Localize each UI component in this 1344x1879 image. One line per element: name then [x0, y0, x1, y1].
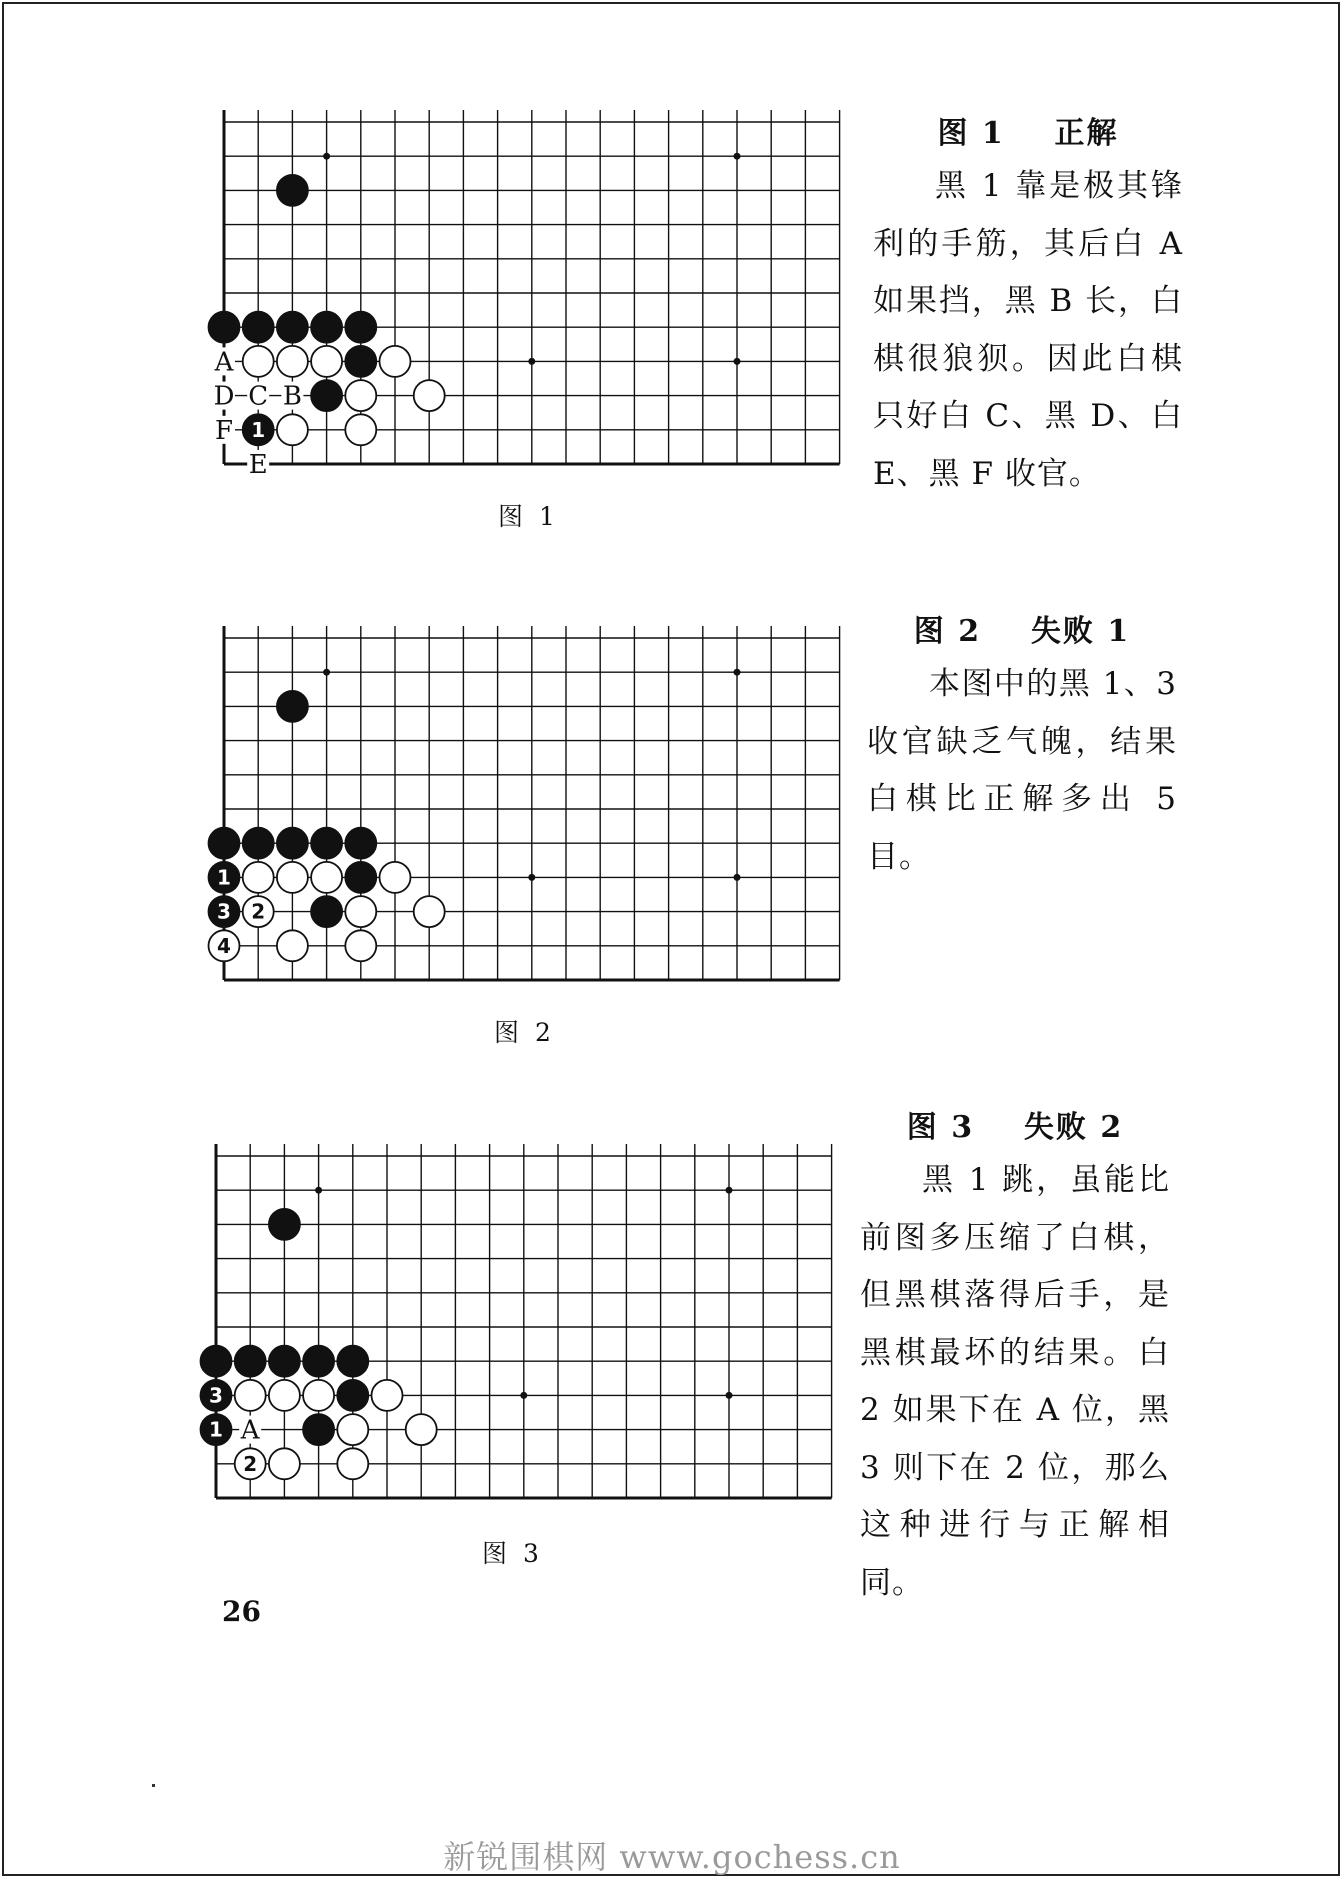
- board-svg: [202, 1142, 846, 1522]
- star-point: [726, 1392, 733, 1399]
- star-point: [323, 669, 330, 676]
- white-stone: [380, 346, 411, 377]
- white-stone: [406, 1414, 437, 1445]
- stone-move-number: 1: [209, 1417, 223, 1442]
- black-stone: [209, 828, 240, 859]
- board-letter-label: B: [282, 381, 302, 412]
- figure-2-caption: 图 2: [494, 1018, 555, 1047]
- black-stone: [243, 828, 274, 859]
- star-point: [520, 1392, 527, 1399]
- star-point: [734, 358, 741, 365]
- figure-3-body: 黑 1 跳，虽能比前图多压缩了白棋，但黑棋落得后手，是黑棋最坏的结果。白 2 如果下在 A 位，黑 3 则下在 2 位，那么这种进行与正解相同。: [860, 1162, 1170, 1601]
- board-letter-label: D: [213, 381, 235, 412]
- star-point: [315, 1187, 322, 1194]
- black-stone: [269, 1346, 300, 1377]
- black-stone: [277, 828, 308, 859]
- black-stone: [269, 1209, 300, 1240]
- figure-1-text: [873, 108, 1183, 503]
- black-stone: [337, 1346, 368, 1377]
- go-board-figure-3: [202, 1142, 846, 1522]
- black-stone: [345, 312, 376, 343]
- stone-move-number: 3: [209, 1383, 223, 1408]
- watermark: 新锐围棋网 www.gochess.cn: [443, 1838, 901, 1876]
- black-stone: [201, 1346, 232, 1377]
- white-stone: [337, 1414, 368, 1445]
- black-stone: [235, 1346, 266, 1377]
- board-svg: [210, 624, 854, 1004]
- white-stone: [345, 414, 376, 445]
- white-stone: [414, 896, 445, 927]
- board-letter-label: A: [214, 347, 234, 378]
- white-stone: [277, 346, 308, 377]
- figure-2-title: 图 2 失败 1: [913, 614, 1131, 649]
- figure-2-body: 本图中的黑 1、3 收官缺乏气魄，结果白棋比正解多出 5 目。: [867, 666, 1177, 875]
- black-stone: [345, 828, 376, 859]
- white-stone: [243, 862, 274, 893]
- black-stone: [337, 1380, 368, 1411]
- stone-move-number: 1: [217, 865, 231, 890]
- figure-3-caption: 图 3: [482, 1539, 543, 1568]
- white-stone: [235, 1380, 266, 1411]
- white-stone: [311, 862, 342, 893]
- white-stone: [311, 346, 342, 377]
- figure-3-text: [860, 1102, 1170, 1612]
- black-stone: [345, 862, 376, 893]
- white-stone: [380, 862, 411, 893]
- black-stone: [311, 380, 342, 411]
- white-stone: [277, 862, 308, 893]
- white-stone: [269, 1380, 300, 1411]
- board-letter-label: F: [214, 415, 234, 446]
- black-stone: [311, 896, 342, 927]
- figure-2-text: [867, 606, 1177, 886]
- stone-move-number: 2: [251, 899, 266, 924]
- figure-3-title: 图 3 失败 2: [906, 1110, 1124, 1145]
- black-stone: [303, 1414, 334, 1445]
- stray-dot: [152, 1784, 155, 1787]
- star-point: [528, 874, 535, 881]
- black-stone: [311, 312, 342, 343]
- white-stone: [243, 346, 274, 377]
- white-stone: [345, 930, 376, 961]
- figure-1-caption: 图 1: [498, 502, 559, 531]
- black-stone: [209, 312, 240, 343]
- figure-1-title: 图 1 正解: [937, 116, 1119, 151]
- figure-1-body: 黑 1 靠是极其锋利的手筋，其后白 A 如果挡，黑 B 长，白棋很狼狈。因此白棋只好白 C、黑 D、白 E、黑 F 收官。: [873, 168, 1183, 492]
- black-stone: [277, 175, 308, 206]
- black-stone: [277, 312, 308, 343]
- black-stone: [243, 312, 274, 343]
- board-letter-label: C: [248, 381, 269, 412]
- board-letter-label: A: [240, 1415, 260, 1446]
- white-stone: [277, 930, 308, 961]
- star-point: [726, 1187, 733, 1194]
- stone-move-number: 4: [217, 933, 231, 958]
- black-stone: [277, 691, 308, 722]
- star-point: [528, 358, 535, 365]
- white-stone: [372, 1380, 403, 1411]
- white-stone: [414, 380, 445, 411]
- black-stone: [303, 1346, 334, 1377]
- board-letter-label: E: [248, 450, 268, 480]
- white-stone: [345, 380, 376, 411]
- go-board-figure-1: [210, 108, 854, 488]
- black-stone: [311, 828, 342, 859]
- white-stone: [269, 1448, 300, 1479]
- black-stone: [345, 346, 376, 377]
- stone-move-number: 1: [251, 417, 266, 442]
- go-board-figure-2: [210, 624, 854, 1004]
- white-stone: [303, 1380, 334, 1411]
- white-stone: [337, 1448, 368, 1479]
- white-stone: [277, 414, 308, 445]
- star-point: [734, 669, 741, 676]
- star-point: [323, 153, 330, 160]
- stone-move-number: 2: [243, 1451, 258, 1476]
- board-svg: [210, 108, 854, 488]
- star-point: [734, 153, 741, 160]
- page-number: 26: [222, 1595, 261, 1628]
- white-stone: [345, 896, 376, 927]
- star-point: [734, 874, 741, 881]
- stone-move-number: 3: [217, 899, 231, 924]
